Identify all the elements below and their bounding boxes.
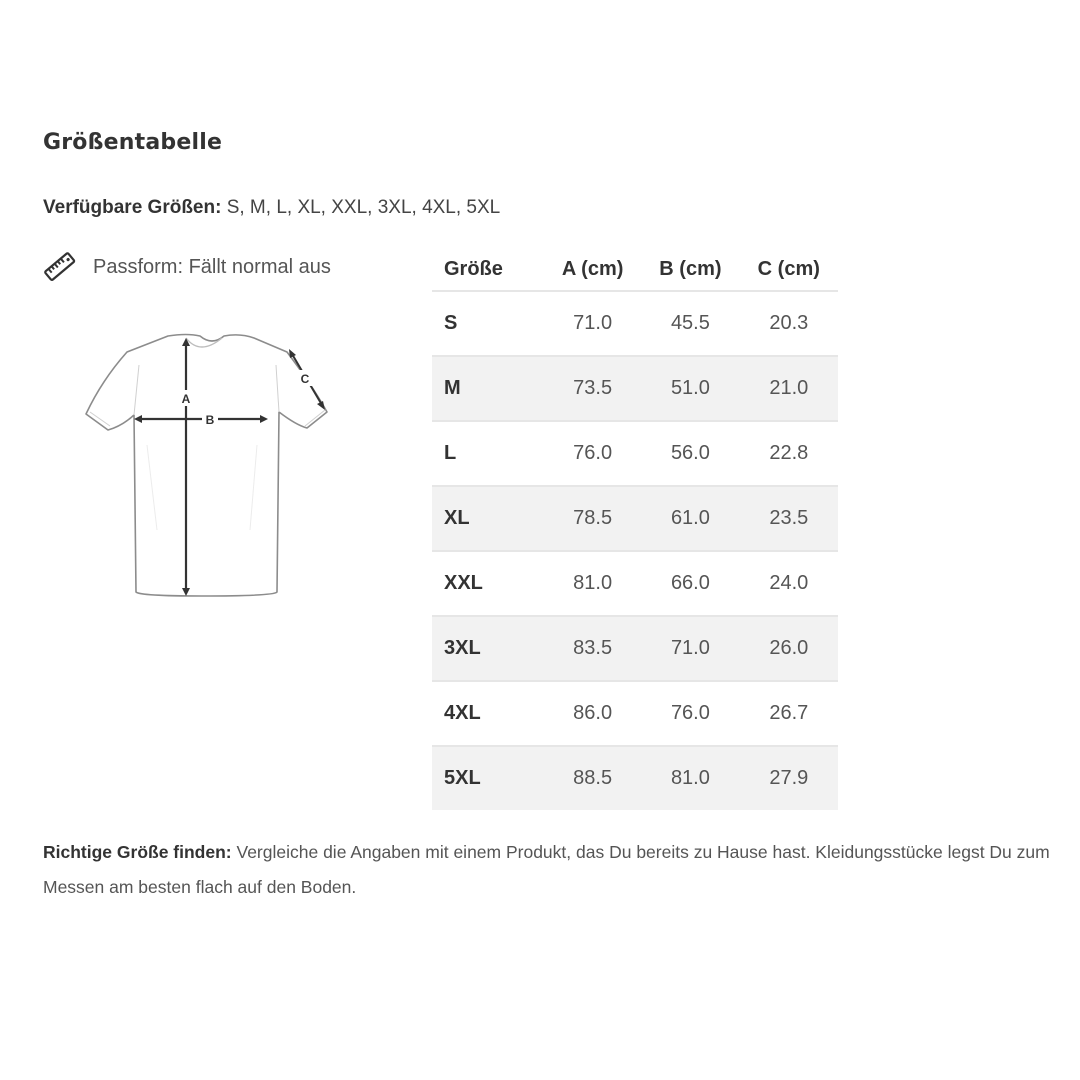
b-cell: 45.5 [641, 291, 739, 356]
header-c: C (cm) [740, 248, 838, 291]
sizing-hint [43, 835, 1053, 905]
c-cell: 26.0 [740, 616, 838, 681]
tshirt-measurement-diagram [82, 330, 332, 600]
b-cell: 61.0 [641, 486, 739, 551]
a-cell: 73.5 [544, 356, 641, 421]
sizing-hint-label: Richtige Größe finden: [43, 842, 232, 862]
label-a: A [181, 392, 191, 406]
ruler-icon [43, 252, 77, 282]
table-row [432, 421, 838, 486]
table-row [432, 746, 838, 810]
b-cell: 56.0 [641, 421, 739, 486]
available-sizes-label: Verfügbare Größen: [43, 197, 222, 218]
size-cell: 4XL [432, 681, 544, 746]
size-cell: 3XL [432, 616, 544, 681]
table-row [432, 291, 838, 356]
header-b: B (cm) [641, 248, 739, 291]
size-cell: M [432, 356, 544, 421]
b-cell: 71.0 [641, 616, 739, 681]
sizing-hint-text: Vergleiche die Angaben mit einem Produkt, das Du bereits zu Hause hast. Kleidungsstücke legst Du zum Messen am besten flach auf den Boden. [43, 842, 1050, 897]
size-cell: XL [432, 486, 544, 551]
size-cell: 5XL [432, 746, 544, 810]
table-row [432, 616, 838, 681]
a-cell: 86.0 [544, 681, 641, 746]
available-sizes [43, 197, 500, 219]
table-header-row [432, 248, 838, 291]
size-cell: S [432, 291, 544, 356]
c-cell: 22.8 [740, 421, 838, 486]
b-cell: 66.0 [641, 551, 739, 616]
fit-info [43, 252, 331, 282]
a-cell: 88.5 [544, 746, 641, 810]
table-row [432, 486, 838, 551]
table-row [432, 551, 838, 616]
b-cell: 51.0 [641, 356, 739, 421]
size-table [432, 248, 838, 810]
a-cell: 81.0 [544, 551, 641, 616]
b-cell: 81.0 [641, 746, 739, 810]
page-title: Größentabelle [43, 130, 223, 155]
fit-text: Passform: Fällt normal aus [93, 255, 331, 278]
c-cell: 24.0 [740, 551, 838, 616]
c-cell: 26.7 [740, 681, 838, 746]
table-row [432, 681, 838, 746]
header-a: A (cm) [544, 248, 641, 291]
b-cell: 76.0 [641, 681, 739, 746]
c-cell: 23.5 [740, 486, 838, 551]
available-sizes-value: S, M, L, XL, XXL, 3XL, 4XL, 5XL [221, 197, 501, 218]
header-size: Größe [432, 248, 544, 291]
a-cell: 78.5 [544, 486, 641, 551]
a-cell: 71.0 [544, 291, 641, 356]
c-cell: 21.0 [740, 356, 838, 421]
c-cell: 20.3 [740, 291, 838, 356]
label-c: C [300, 372, 310, 386]
label-b: B [205, 413, 215, 427]
size-cell: XXL [432, 551, 544, 616]
table-row [432, 356, 838, 421]
size-cell: L [432, 421, 544, 486]
a-cell: 76.0 [544, 421, 641, 486]
c-cell: 27.9 [740, 746, 838, 810]
a-cell: 83.5 [544, 616, 641, 681]
